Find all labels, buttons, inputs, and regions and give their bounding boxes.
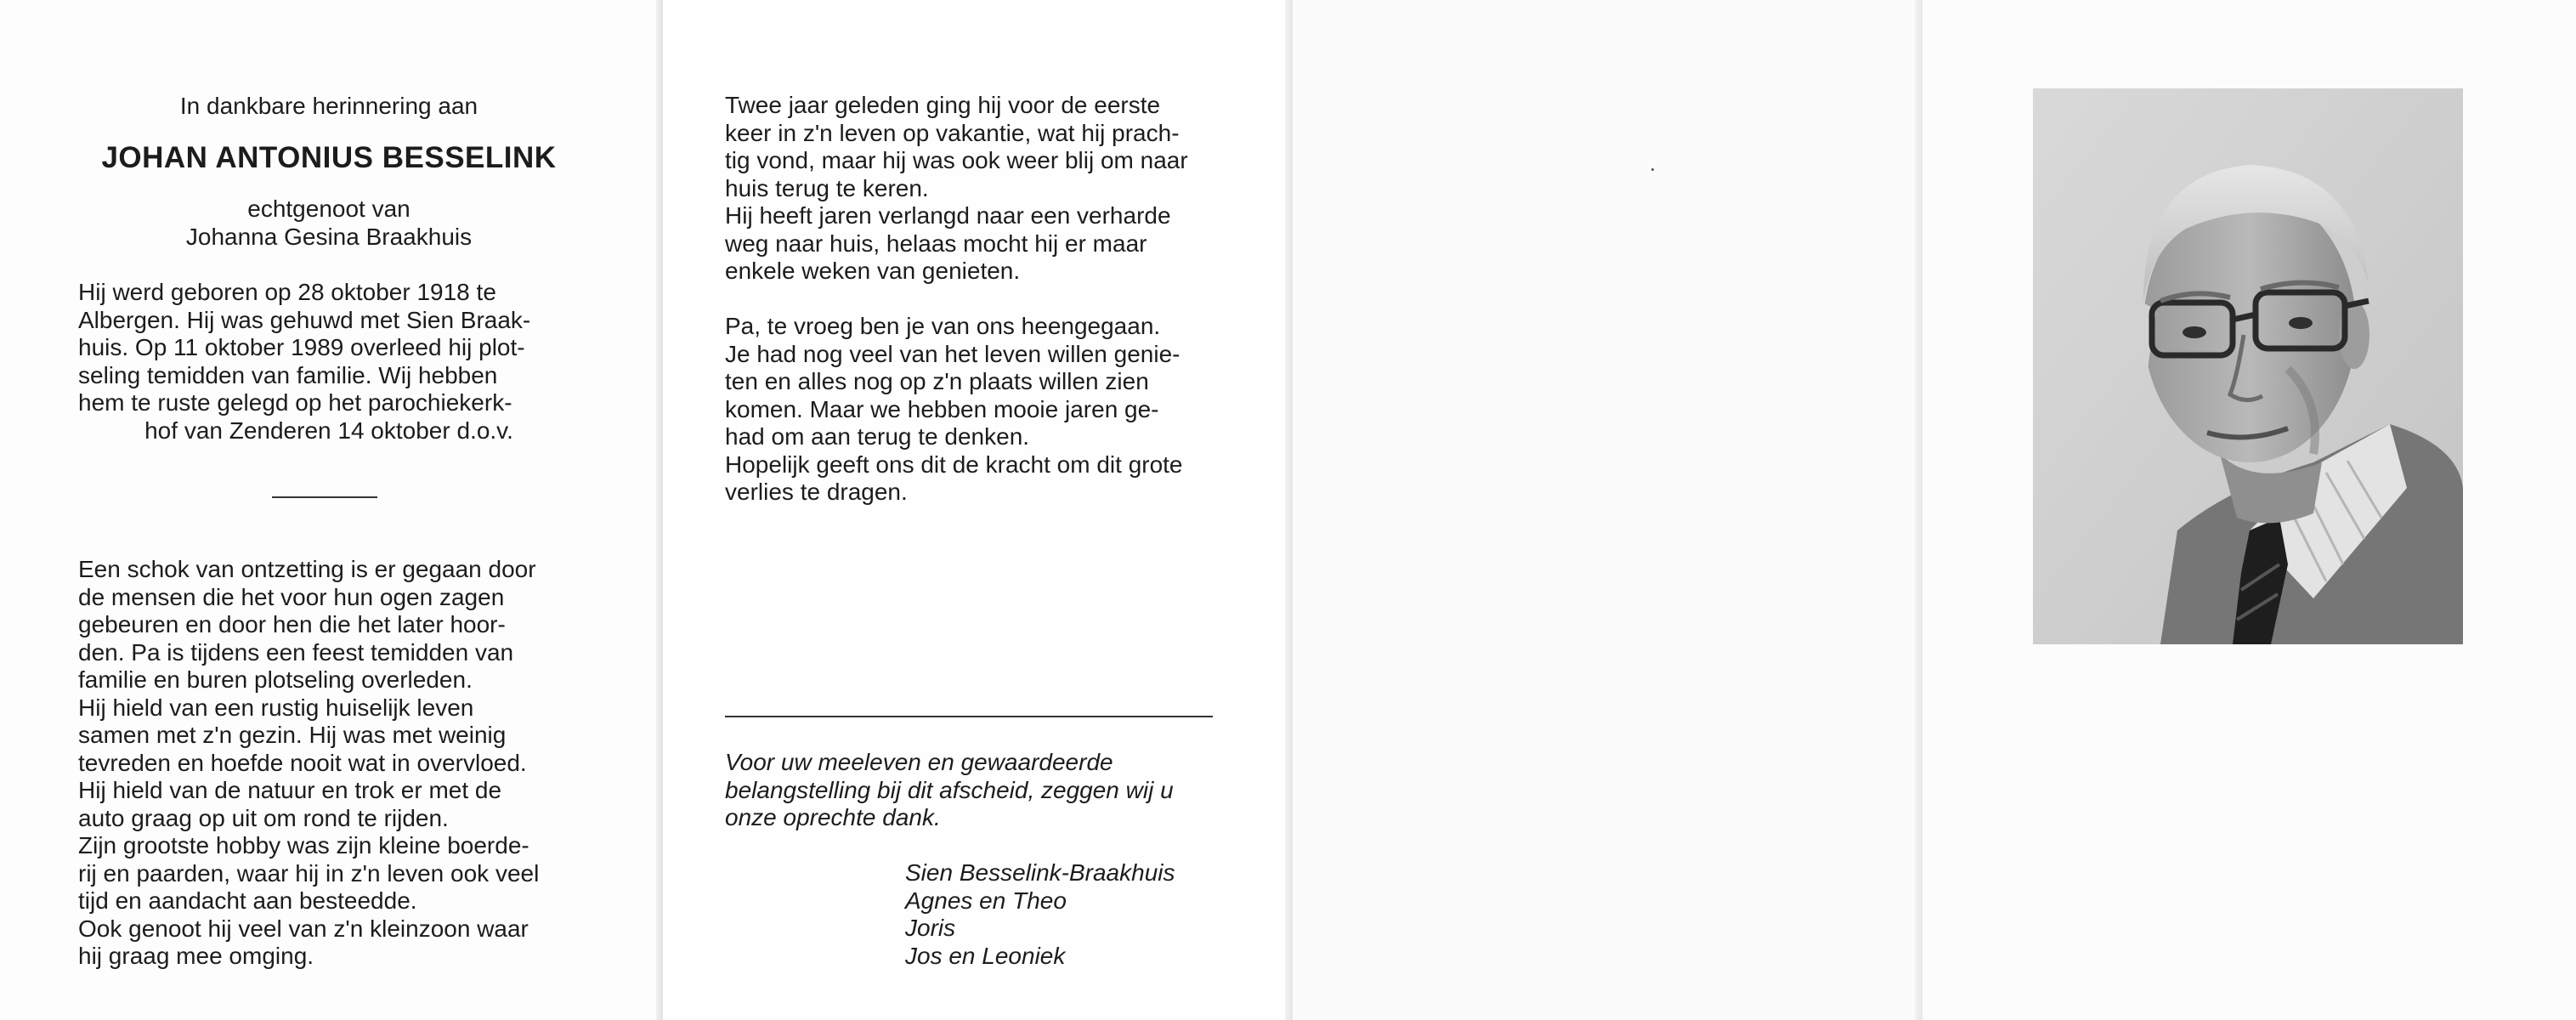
biography-line: Hij werd geboren op 28 oktober 1918 te: [78, 279, 496, 305]
memoir-line: Hij heeft jaren verlangd naar een verharde: [725, 202, 1171, 229]
memoir-line: Hij hield van de natuur en trok er met de: [78, 777, 502, 803]
memoir-line: Ook genoot hij veel van z'n kleinzoon waar: [78, 915, 529, 942]
memoir-line: de mensen die het voor hun ogen zagen: [78, 583, 505, 610]
memoir-text-left: [78, 556, 580, 971]
memoir-line: Een schok van ontzetting is er gegaan door: [78, 556, 536, 582]
memoir-paragraph: [725, 92, 1222, 286]
memoir-line: gebeuren en door hen die het later hoor-: [78, 611, 506, 638]
memoir-line: samen met z'n gezin. Hij was met weinig: [78, 722, 507, 748]
memoir-line: ten en alles nog op z'n plaats willen zien: [725, 368, 1149, 394]
memoir-line: Hij hield van een rustig huiselijk leven: [78, 694, 474, 721]
portrait-photo: [2033, 88, 2463, 644]
card-panel-blank: [1293, 0, 1922, 1020]
memoir-line: Pa, te vroeg ben je van ons heengegaan.: [725, 313, 1161, 339]
memoir-line: had om aan terug te denken.: [725, 423, 1030, 450]
memoir-line: auto graag op uit om rond te rijden.: [78, 804, 449, 831]
thanks-line: belangstelling bij dit afscheid, zeggen wij u: [725, 776, 1174, 803]
signatory-name: Sien Besselink-Braakhuis: [905, 859, 1175, 886]
memoir-line: komen. Maar we hebben mooie jaren ge-: [725, 395, 1159, 422]
thanks-line: Voor uw meeleven en gewaardeerde: [725, 749, 1113, 775]
in-memoriam-intro: In dankbare herinnering aan: [179, 93, 478, 119]
memoir-line: Je had nog veel van het leven willen genie-: [725, 340, 1180, 367]
memoir-line: huis terug te keren.: [725, 174, 929, 201]
biography-line: hem te ruste gelegd op het parochiekerk-: [78, 389, 512, 416]
memoir-line: Zijn grootste hobby was zijn kleine boerde-: [78, 832, 529, 858]
card-panel-front-left: [0, 0, 663, 1020]
portrait-illustration: [2033, 88, 2463, 644]
memoir-line: familie en buren plotseling overleden.: [78, 666, 473, 693]
family-signatories: [905, 859, 1245, 970]
memoir-line: tijd en aandacht aan besteedde.: [78, 887, 417, 914]
memoir-line: tevreden en hoefde nooit wat in overvloed.: [78, 749, 527, 776]
memoir-line: weg naar huis, helaas mocht hij er maar: [725, 230, 1147, 257]
spouse-label: echtgenoot van: [247, 196, 410, 222]
biography-text: [78, 279, 580, 445]
thanks-text: [725, 749, 1222, 832]
signatory-name: Agnes en Theo: [905, 887, 1067, 914]
memoir-line: verlies te dragen.: [725, 479, 908, 505]
biography-line: hof van Zenderen 14 oktober d.o.v.: [144, 416, 513, 444]
memoir-line: keer in z'n leven op vakantie, wat hij prach-: [725, 119, 1180, 146]
memoir-line: den. Pa is tijdens een feest temidden van: [78, 638, 514, 666]
thanks-line: onze oprechte dank.: [725, 804, 941, 830]
memoir-line: Hopelijk geeft ons dit de kracht om dit grote: [725, 450, 1183, 478]
memoir-line: rij en paarden, waar hij in z'n leven ook veel: [78, 859, 540, 887]
memoir-line: hij graag mee omging.: [78, 943, 314, 969]
spouse-name: Johanna Gesina Braakhuis: [185, 224, 473, 250]
divider-long: [725, 716, 1213, 717]
memoir-text-right: [725, 92, 1222, 534]
divider-short: [272, 496, 377, 498]
signatory-name: Joris: [905, 915, 956, 941]
memoir-line: enkele weken van genieten.: [725, 258, 1021, 284]
memoir-line: Twee jaar geleden ging hij voor de eerste: [725, 92, 1161, 118]
paper-speck: [1651, 168, 1654, 171]
deceased-name: JOHAN ANTONIUS BESSELINK: [101, 141, 557, 174]
biography-line: Albergen. Hij was gehuwd met Sien Braak-: [78, 306, 531, 333]
biography-line: seling temidden van familie. Wij hebben: [78, 361, 498, 388]
memoir-paragraph: [725, 313, 1222, 507]
signatory-name: Jos en Leoniek: [905, 942, 1066, 969]
biography-line: huis. Op 11 oktober 1989 overleed hij plot-: [78, 334, 525, 360]
memoir-line: tig vond, maar hij was ook weer blij om naar: [725, 147, 1188, 173]
